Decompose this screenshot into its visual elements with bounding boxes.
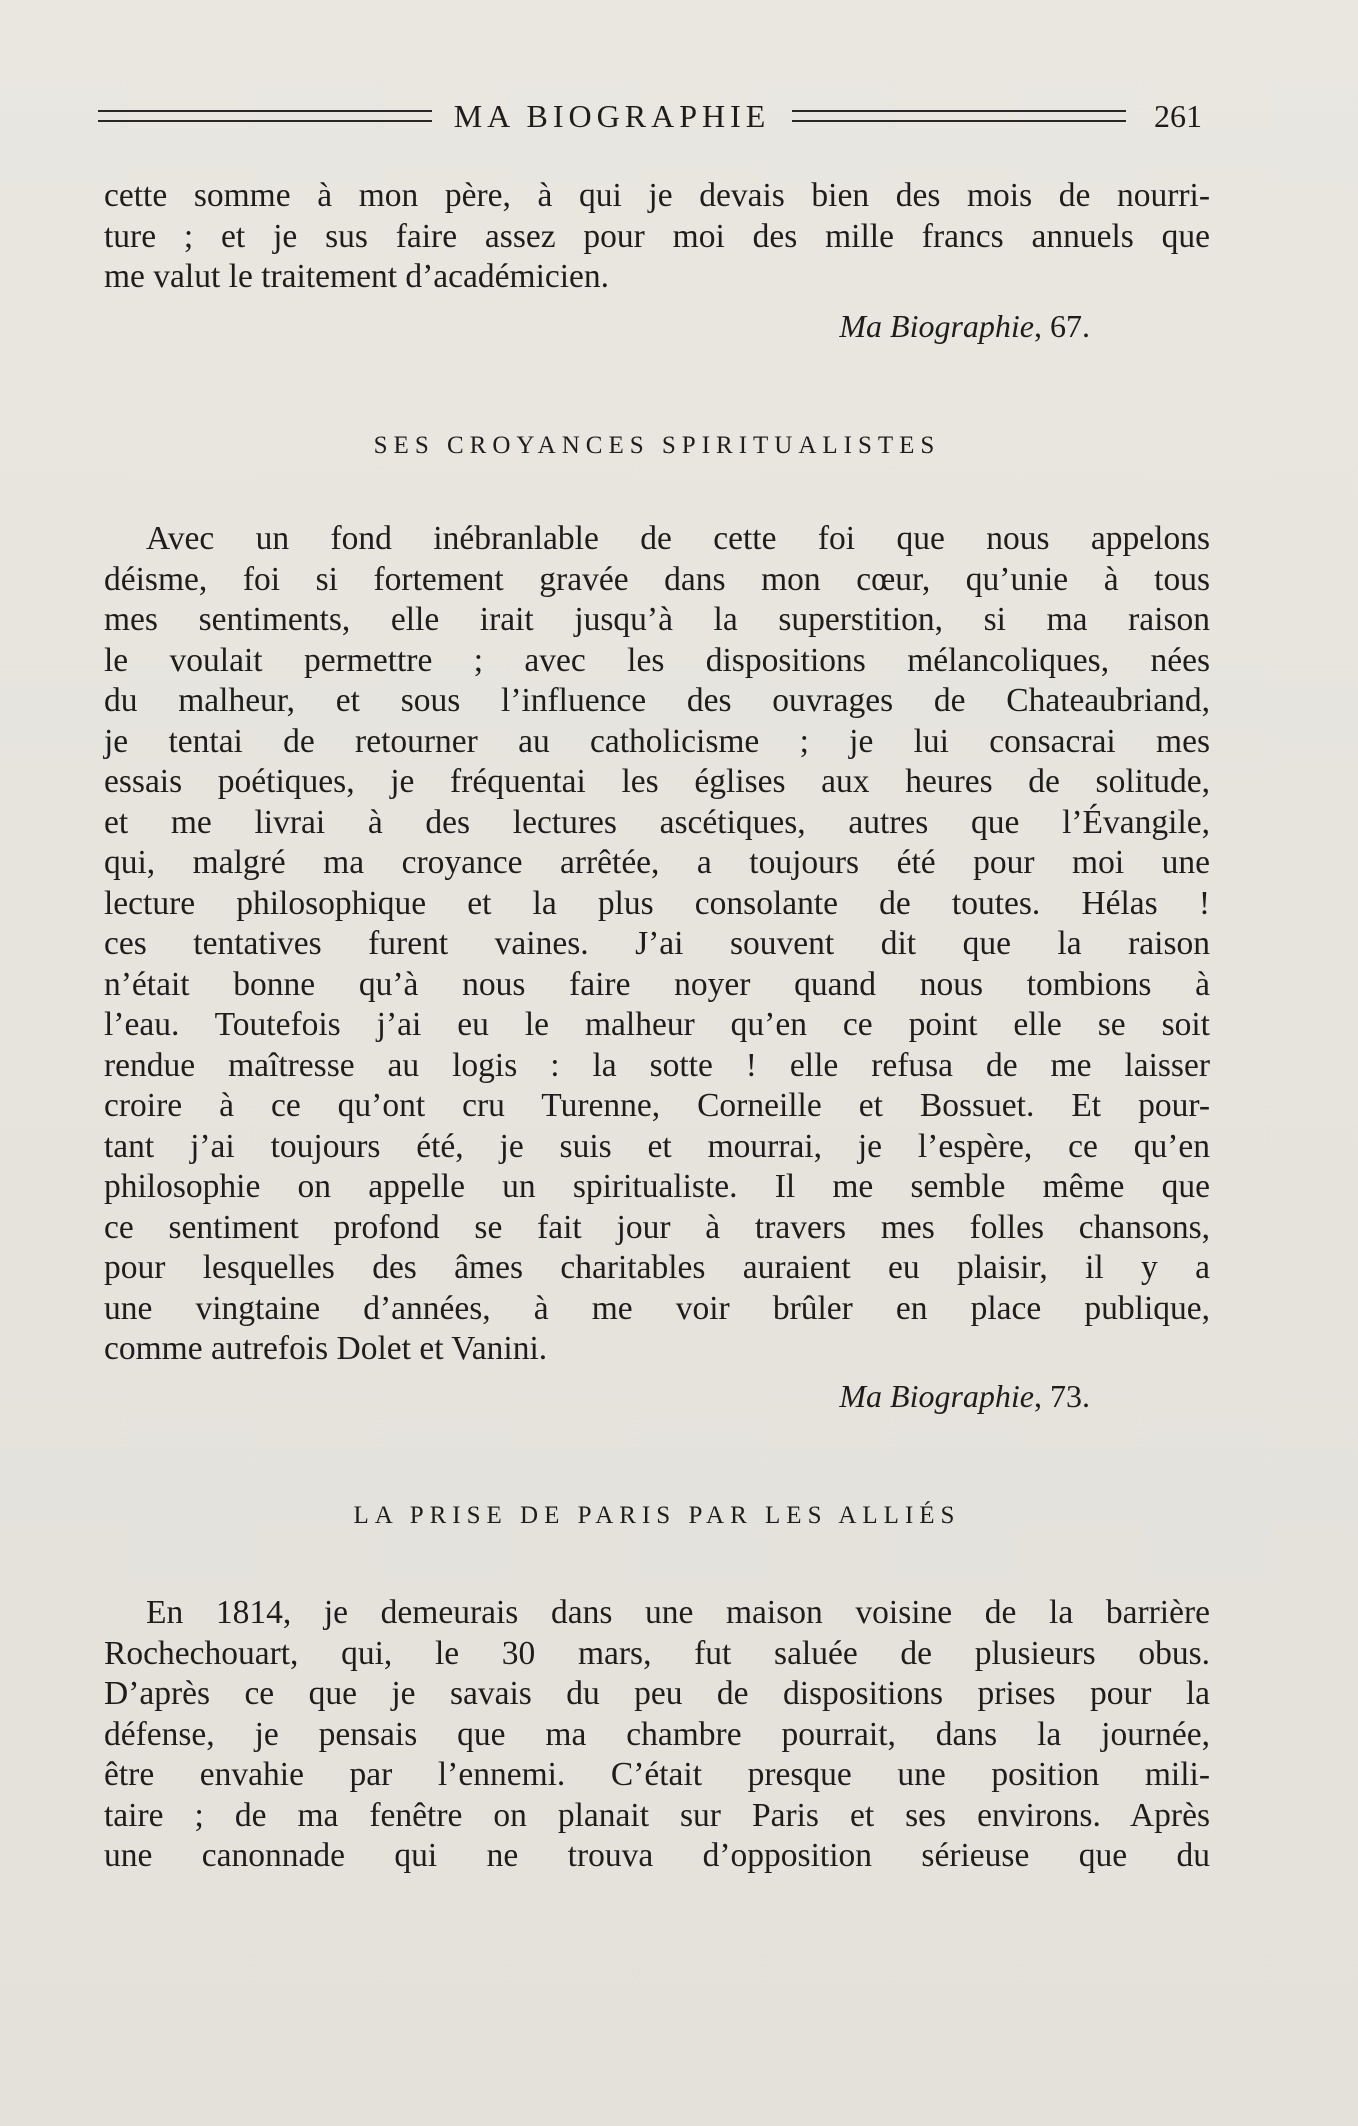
citation-title: Ma Biographie [839,308,1034,344]
text-line: rendue maîtresse au logis : la sotte ! elle refusa de me laisser [104,1046,1210,1084]
text-line: et me livrai à des lectures ascétiques, autres que l’Évangile, [104,803,1210,841]
text-line: du malheur, et sous l’influence des ouvrages de Chateaubriand, [104,682,1210,719]
text-line: n’était bonne qu’à nous faire noyer quand nous tombions à [104,965,1210,1003]
running-title: MA BIOGRAPHIE [453,97,771,134]
text-line: ce sentiment profond se fait jour à travers mes folles chansons, [104,1208,1210,1246]
running-header [98,96,1202,136]
text-line: comme autrefois Dolet et Vanini. [104,1330,548,1367]
text-line: cette somme à mon père, à qui je devais bien des mois de nourri- [104,177,1210,214]
text-line: Avec un fond inébranlable de cette foi que nous appelons [146,520,1210,557]
text-line: pour lesquelles des âmes charitables auraient eu plaisir, il y a [104,1249,1210,1286]
text-line: l’eau. Toutefois j’ai eu le malheur qu’en ce point elle se soit [104,1006,1210,1043]
page-number: 261 [1154,97,1203,134]
text-line: lecture philosophique et la plus consolante de toutes. Hélas ! [104,884,1210,922]
text-line: D’après ce que je savais du peu de dispositions prises pour la [104,1675,1210,1712]
text-line: ture ; et je sus faire assez pour moi des mille francs annuels que [104,217,1210,255]
croyances-paragraph [104,519,1210,1370]
text-line: En 1814, je demeurais dans une maison voisine de la barrière [146,1594,1210,1631]
prise-paragraph [104,1593,1210,1877]
text-line: ces tentatives furent vaines. J’ai souvent dit que la raison [104,925,1210,962]
section-heading-prise: LA PRISE DE PARIS PAR LES ALLIÉS [353,1502,961,1529]
text-line: qui, malgré ma croyance arrêtée, a toujours été pour moi une [104,844,1210,881]
section-heading-croyances: SES CROYANCES SPIRITUALISTES [373,432,941,459]
text-line: une canonnade qui ne trouva d’opposition sérieuse que du [104,1837,1210,1874]
continuation-paragraph [104,176,1210,298]
text-line: le voulait permettre ; avec les dispositions mélancoliques, nées [104,641,1210,679]
text-line: mes sentiments, elle irait jusqu’à la superstition, si ma raison [104,601,1210,638]
text-line: essais poétiques, je fréquentai les églises aux heures de solitude, [104,763,1210,800]
text-line: me valut le traitement d’académicien. [104,258,610,295]
text-line: défense, je pensais que ma chambre pourrait, dans la journée, [104,1715,1210,1753]
text-line: taire ; de ma fenêtre on planait sur Paris et ses environs. Après [104,1796,1210,1834]
text-line: déisme, foi si fortement gravée dans mon cœur, qu’unie à tous [104,560,1210,598]
citation-page: , 67. [1034,308,1090,344]
citation-73 [839,1378,1090,1415]
citation-page: , 73. [1034,1378,1090,1414]
text-line: croire à ce qu’ont cru Turenne, Corneille et Bossuet. Et pour- [104,1087,1210,1124]
header-rule-right [792,110,1126,122]
text-line: une vingtaine d’années, à me voir brûler en place publique, [104,1289,1210,1327]
text-line: philosophie on appelle un spiritualiste. Il me semble même que [104,1168,1210,1205]
text-line: je tentai de retourner au catholicisme ; je lui consacrai mes [104,722,1210,760]
text-line: tant j’ai toujours été, je suis et mourrai, je l’espère, ce qu’en [104,1127,1210,1165]
text-line: être envahie par l’ennemi. C’était presque une position mili- [104,1756,1210,1793]
citation-67 [839,308,1090,345]
header-rule-left [98,110,432,122]
text-line: Rochechouart, qui, le 30 mars, fut saluée de plusieurs obus. [104,1634,1210,1672]
citation-title: Ma Biographie [839,1378,1034,1414]
